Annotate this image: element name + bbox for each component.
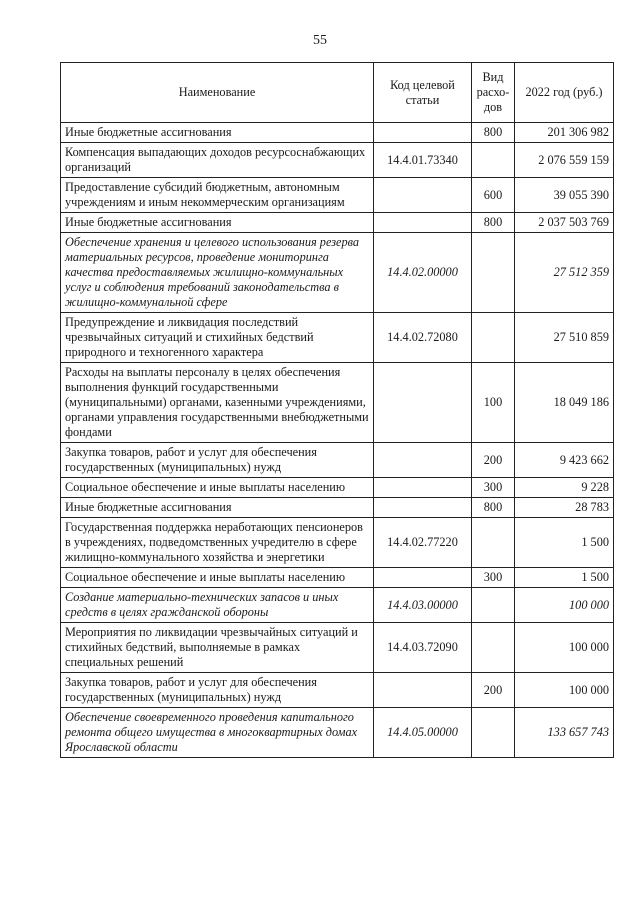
- row-amount-cell: 1 500: [515, 518, 614, 568]
- row-amount-cell: 9 228: [515, 478, 614, 498]
- row-amount-cell: 1 500: [515, 568, 614, 588]
- row-type-cell: [472, 518, 515, 568]
- row-amount-cell: 27 512 359: [515, 233, 614, 313]
- row-amount-cell: 9 423 662: [515, 443, 614, 478]
- row-code-cell: 14.4.01.73340: [374, 143, 472, 178]
- row-amount-cell: 100 000: [515, 588, 614, 623]
- row-code-cell: [374, 213, 472, 233]
- row-type-cell: [472, 623, 515, 673]
- row-name-cell: Иные бюджетные ассигнования: [61, 123, 374, 143]
- budget-table: [60, 62, 614, 758]
- row-amount-cell: 100 000: [515, 673, 614, 708]
- row-type-cell: 800: [472, 498, 515, 518]
- header-type: Вид расхо-дов: [472, 63, 515, 123]
- table-row: [61, 588, 614, 623]
- table-row: [61, 673, 614, 708]
- row-amount-cell: 18 049 186: [515, 363, 614, 443]
- header-amount: 2022 год (руб.): [515, 63, 614, 123]
- row-type-cell: [472, 588, 515, 623]
- table-row: [61, 363, 614, 443]
- header-code: Код целевой статьи: [374, 63, 472, 123]
- row-name-cell: Предоставление субсидий бюджетным, автономным учреждениям и иным некоммерческим организациям: [61, 178, 374, 213]
- page-number: 55: [313, 33, 327, 48]
- row-code-cell: 14.4.03.00000: [374, 588, 472, 623]
- row-type-cell: 100: [472, 363, 515, 443]
- row-amount-cell: 100 000: [515, 623, 614, 673]
- row-amount-cell: 201 306 982: [515, 123, 614, 143]
- row-amount-cell: 2 076 559 159: [515, 143, 614, 178]
- row-code-cell: [374, 363, 472, 443]
- row-name-cell: Создание материально-технических запасов и иных средств в целях гражданской обороны: [61, 588, 374, 623]
- table-header-row: [61, 63, 614, 123]
- row-name-cell: Иные бюджетные ассигнования: [61, 213, 374, 233]
- row-amount-cell: 2 037 503 769: [515, 213, 614, 233]
- row-name-cell: Закупка товаров, работ и услуг для обеспечения государственных (муниципальных) нужд: [61, 443, 374, 478]
- table-row: [61, 313, 614, 363]
- table-row: [61, 498, 614, 518]
- row-name-cell: Компенсация выпадающих доходов ресурсоснабжающих организаций: [61, 143, 374, 178]
- row-type-cell: 200: [472, 443, 515, 478]
- header-name: Наименование: [61, 63, 374, 123]
- table-row: [61, 233, 614, 313]
- row-type-cell: [472, 233, 515, 313]
- row-name-cell: Социальное обеспечение и иные выплаты населению: [61, 568, 374, 588]
- table-row: [61, 708, 614, 758]
- table-row: [61, 623, 614, 673]
- table-row: [61, 213, 614, 233]
- table-row: [61, 443, 614, 478]
- row-code-cell: [374, 568, 472, 588]
- row-type-cell: 300: [472, 568, 515, 588]
- row-name-cell: Расходы на выплаты персоналу в целях обеспечения выполнения функций государственными (муниципальными) органами, казенными учреждениями, органами управления государственными внебюджетными фондами: [61, 363, 374, 443]
- row-amount-cell: 27 510 859: [515, 313, 614, 363]
- table-row: [61, 143, 614, 178]
- row-name-cell: Государственная поддержка неработающих пенсионеров в учреждениях, подведомственных учредителю в сфере жилищно-коммунального хозяйства и энергетики: [61, 518, 374, 568]
- row-name-cell: Обеспечение своевременного проведения капитального ремонта общего имущества в многоквартирных домах Ярославской области: [61, 708, 374, 758]
- row-code-cell: [374, 443, 472, 478]
- row-type-cell: [472, 708, 515, 758]
- table-row: [61, 123, 614, 143]
- table-row: [61, 568, 614, 588]
- row-type-cell: 600: [472, 178, 515, 213]
- row-name-cell: Иные бюджетные ассигнования: [61, 498, 374, 518]
- row-code-cell: [374, 478, 472, 498]
- row-type-cell: [472, 313, 515, 363]
- row-amount-cell: 28 783: [515, 498, 614, 518]
- row-name-cell: Обеспечение хранения и целевого использования резерва материальных ресурсов, проведение мониторинга качества предоставляемых жилищно-коммунальных услуг и соблюдения требований законодательства в жилищно-коммунальной сфере: [61, 233, 374, 313]
- row-name-cell: Закупка товаров, работ и услуг для обеспечения государственных (муниципальных) нужд: [61, 673, 374, 708]
- row-code-cell: 14.4.02.72080: [374, 313, 472, 363]
- row-code-cell: 14.4.05.00000: [374, 708, 472, 758]
- row-code-cell: [374, 673, 472, 708]
- row-code-cell: 14.4.02.00000: [374, 233, 472, 313]
- row-code-cell: 14.4.02.77220: [374, 518, 472, 568]
- row-type-cell: 800: [472, 213, 515, 233]
- row-name-cell: Мероприятия по ликвидации чрезвычайных ситуаций и стихийных бедствий, выполняемые в рамках специальных решений: [61, 623, 374, 673]
- row-code-cell: 14.4.03.72090: [374, 623, 472, 673]
- row-name-cell: Социальное обеспечение и иные выплаты населению: [61, 478, 374, 498]
- row-code-cell: [374, 178, 472, 213]
- row-type-cell: [472, 143, 515, 178]
- table-row: [61, 518, 614, 568]
- row-amount-cell: 133 657 743: [515, 708, 614, 758]
- row-type-cell: 200: [472, 673, 515, 708]
- row-amount-cell: 39 055 390: [515, 178, 614, 213]
- row-name-cell: Предупреждение и ликвидация последствий чрезвычайных ситуаций и стихийных бедствий природного и техногенного характера: [61, 313, 374, 363]
- row-code-cell: [374, 123, 472, 143]
- row-type-cell: 300: [472, 478, 515, 498]
- row-code-cell: [374, 498, 472, 518]
- row-type-cell: 800: [472, 123, 515, 143]
- table-row: [61, 478, 614, 498]
- table-row: [61, 178, 614, 213]
